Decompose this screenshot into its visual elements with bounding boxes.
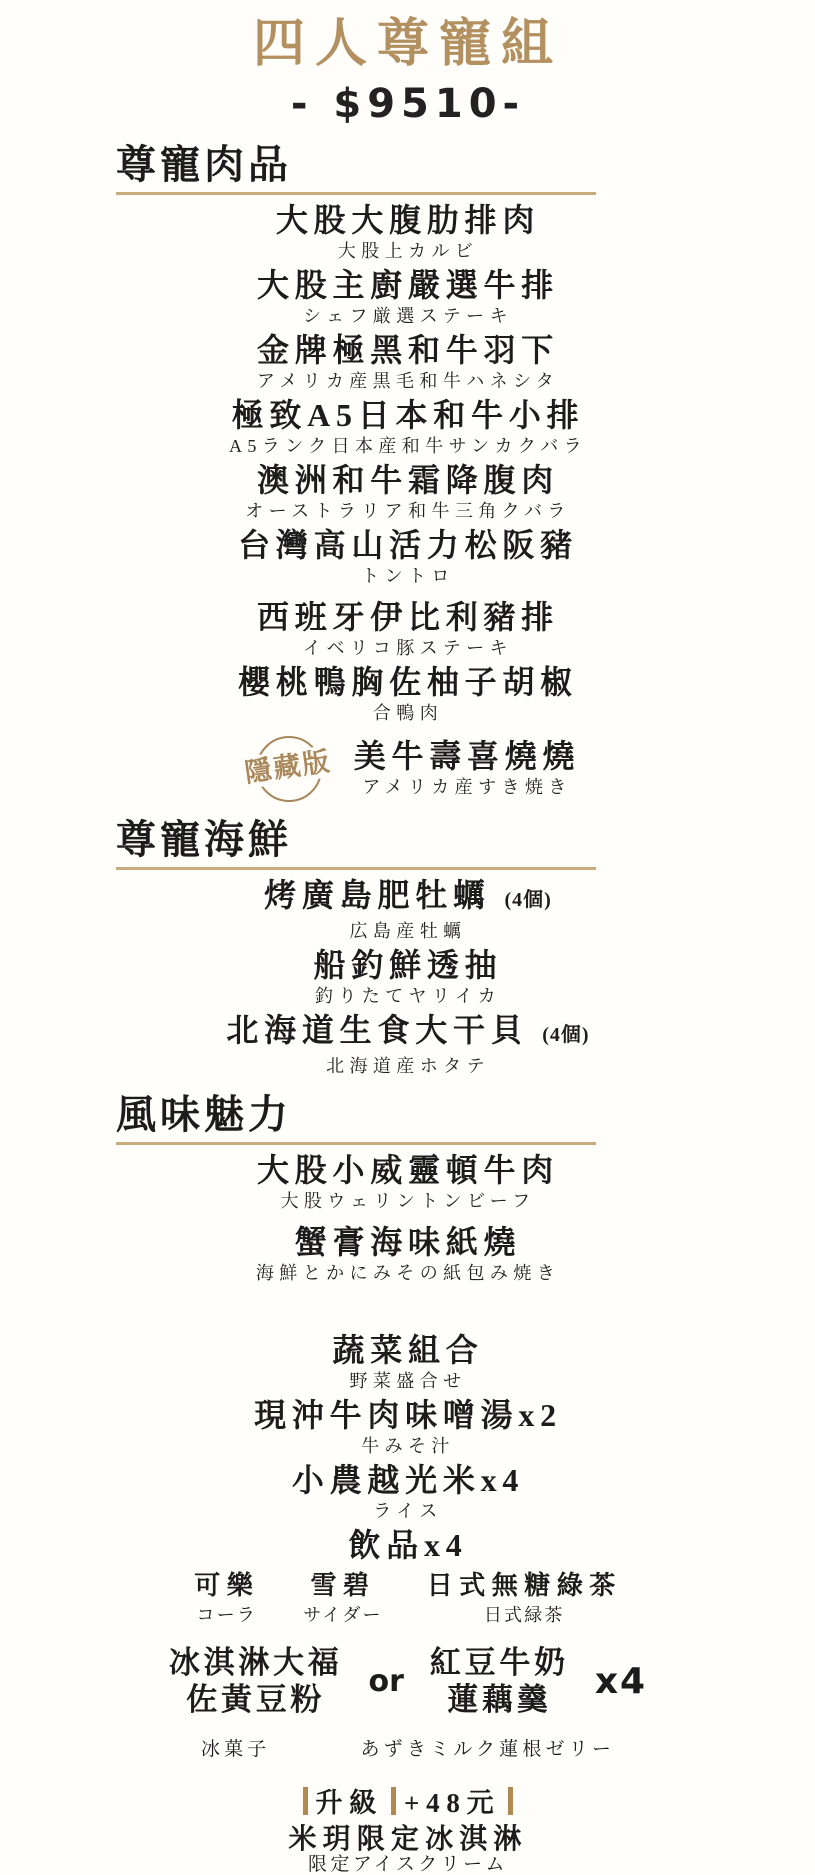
menu-item-name: 台灣高山活力松阪豬: [238, 527, 578, 563]
dessert-multiplier: x4: [594, 1660, 648, 1702]
menu-item-name: 蟹膏海味紙燒: [294, 1224, 522, 1260]
menu-item-name: 極致A5日本和牛小排: [231, 397, 585, 433]
menu-item-name: 大股主廚嚴選牛排: [256, 267, 560, 303]
menu-item-name: 金牌極黑和牛羽下: [256, 332, 560, 368]
menu-item: [38, 663, 778, 725]
menu-item-subtitle: オーストラリア和牛三角クバラ: [245, 501, 571, 521]
dessert-option-right: [430, 1644, 569, 1718]
menu-item-name: 櫻桃鴨胸佐柚子胡椒: [238, 664, 578, 700]
gold-divider-bar-icon: [391, 1787, 396, 1815]
drink-option: [427, 1570, 622, 1628]
dessert-subtitles: [38, 1734, 778, 1761]
dessert-name-line: 冰淇淋大福: [168, 1645, 343, 1680]
drink-subtitle: サイダー: [303, 1605, 383, 1625]
drink-name: 雪碧: [310, 1571, 376, 1600]
upgrade-price: +48元: [404, 1788, 501, 1818]
dessert-subtitle-right: あずきミルク蓮根ゼリー: [360, 1739, 616, 1760]
menu-item-quantity: (4個): [542, 1024, 590, 1046]
menu-item-subtitle: 大股上カルビ: [337, 241, 479, 261]
menu-item-name: [38, 1011, 778, 1054]
menu-page: [38, 0, 778, 1874]
section-header-seafood: 尊寵海鮮: [116, 815, 596, 870]
menu-item-name: 澳洲和牛霜降腹肉: [256, 462, 560, 498]
upgrade-price-line: [38, 1781, 778, 1820]
drink-subtitle: 日式緑茶: [483, 1605, 565, 1625]
menu-item: [38, 946, 778, 1008]
menu-item: [38, 1396, 778, 1458]
drink-option: [194, 1570, 259, 1628]
menu-item-subtitle: 広島産牡蠣: [349, 921, 467, 941]
menu-item-name: 西班牙伊比利豬排: [256, 599, 560, 635]
menu-item: [38, 1526, 778, 1564]
menu-item-subtitle: 牛みそ汁: [361, 1436, 455, 1456]
section-header-meats: 尊寵肉品: [116, 140, 596, 195]
dessert-choice: [38, 1644, 778, 1718]
menu-item: [38, 1223, 778, 1285]
menu-item-subtitle: イベリコ豚ステーキ: [303, 638, 513, 658]
dessert-name-line: 紅豆牛奶: [429, 1645, 569, 1680]
drinks-options: [38, 1570, 778, 1628]
menu-item-subtitle: 釣りたてヤリイカ: [314, 986, 502, 1006]
drink-subtitle: コーラ: [196, 1605, 258, 1625]
menu-item: [38, 201, 778, 263]
menu-item-name: 現沖牛肉味噌湯x2: [254, 1397, 562, 1433]
upgrade-item-name: 米玥限定冰淇淋: [288, 1824, 528, 1855]
menu-item: [38, 266, 778, 328]
menu-item: [38, 1011, 778, 1078]
menu-item: [38, 1461, 778, 1523]
menu-item-name: 大股小威靈頓牛肉: [256, 1152, 560, 1188]
menu-item: [38, 598, 778, 660]
menu-item-subtitle: 大股ウェリントンビーフ: [280, 1191, 536, 1211]
menu-item-name: 蔬菜組合: [332, 1332, 484, 1368]
menu-item-name: 美牛壽喜燒燒: [353, 738, 581, 774]
menu-item-quantity: (4個): [504, 889, 552, 911]
gold-divider-bar-icon: [303, 1787, 308, 1815]
upgrade-offer: [38, 1781, 778, 1874]
drink-name: 可樂: [194, 1571, 260, 1600]
menu-item-subtitle: A5ランク日本産和牛サンカクバラ: [228, 436, 588, 456]
menu-item: [38, 1151, 778, 1213]
menu-item-name: [38, 876, 778, 919]
drink-option: [303, 1570, 382, 1628]
menu-item-subtitle: 海鮮とかにみその紙包み焼き: [255, 1263, 561, 1283]
dessert-name-line: 蓮藕羹: [447, 1682, 552, 1717]
dessert-subtitle-left: 冰菓子: [200, 1739, 271, 1760]
menu-item-subtitle: アメリカ産すき焼き: [362, 777, 572, 797]
menu-item-subtitle: 北海道産ホタテ: [326, 1056, 490, 1076]
hidden-version-badge: [236, 733, 340, 803]
upgrade-item-subtitle: 限定アイスクリーム: [308, 1854, 508, 1875]
upgrade-label: 升級: [315, 1788, 384, 1818]
menu-item-name-text: 烤廣島肥牡蠣: [264, 877, 491, 913]
or-separator: or: [368, 1663, 404, 1699]
menu-item: [354, 737, 581, 799]
menu-item: [38, 331, 778, 393]
menu-item: [38, 1331, 778, 1393]
menu-item-subtitle: ライス: [373, 1501, 443, 1521]
menu-item-subtitle: トントロ: [361, 566, 455, 586]
menu-item-name: 小農越光米x4: [291, 1462, 525, 1498]
menu-item: [38, 396, 778, 458]
menu-item: [38, 461, 778, 523]
menu-item-subtitle: アメリカ産黒毛和牛ハネシタ: [256, 371, 560, 391]
menu-item-name-text: 北海道生食大干貝: [226, 1012, 529, 1048]
section-header-flavor: 風味魅力: [116, 1090, 596, 1145]
gold-divider-bar-icon: [508, 1787, 513, 1815]
menu-item-subtitle: 野菜盛合せ: [349, 1371, 467, 1391]
badge-label: 隱藏版: [234, 744, 341, 790]
menu-item-subtitle: シェフ厳選ステーキ: [303, 306, 513, 326]
menu-item-name: 飲品x4: [348, 1527, 468, 1563]
drink-name: 日式無糖綠茶: [426, 1571, 622, 1600]
menu-price: - $9510-: [290, 81, 526, 127]
dessert-option-left: [169, 1644, 343, 1718]
menu-item: [38, 876, 778, 943]
menu-item-name: 船釣鮮透抽: [313, 947, 503, 983]
menu-title: 四人尊寵組: [252, 16, 563, 73]
menu-item-subtitle: 合鴨肉: [372, 703, 444, 723]
menu-item-hidden-version: [38, 733, 778, 803]
dessert-name-line: 佐黃豆粉: [186, 1682, 326, 1717]
menu-item-name: 大股大腹肋排肉: [275, 202, 541, 238]
menu-item: [38, 526, 778, 588]
